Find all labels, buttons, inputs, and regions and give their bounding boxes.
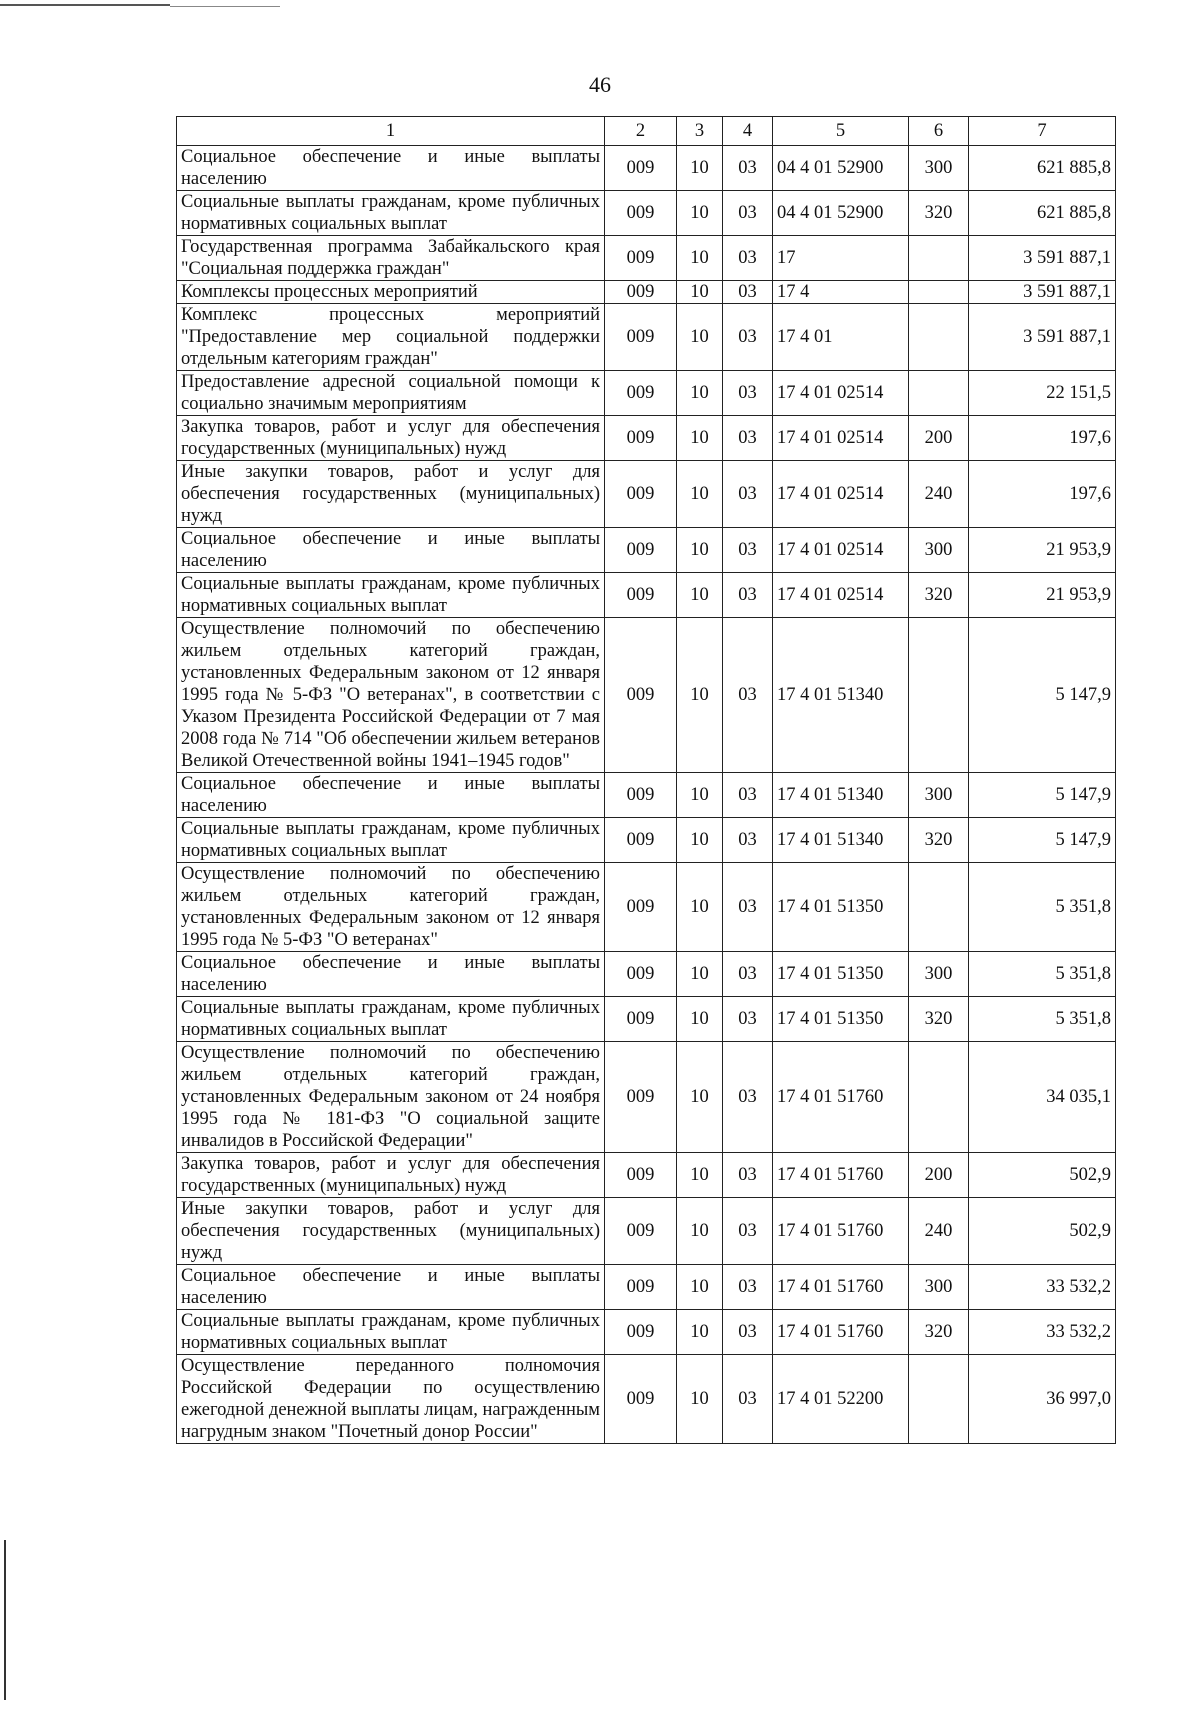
row-expense-type-cell: 240: [909, 461, 969, 528]
row-name-cell: Осуществление полномочий по обеспечению жильем отдельных категорий граждан, установленных Федеральным законом от 12 января 1995 года № 5-ФЗ "О ветеранах", в соответствии с Указом Президента Российской Федерации от 7 мая 2008 года № 714 "Об обеспечении жильем ветеранов Великой Отечественной войны 1941–1945 годов": [177, 618, 605, 773]
row-expense-type-cell: [909, 236, 969, 281]
row-subsection-cell: 03: [723, 461, 773, 528]
budget-table: [176, 116, 1116, 1444]
row-section-cell: 10: [677, 573, 723, 618]
row-target-code-cell: 17 4 01 51340: [773, 773, 909, 818]
col-header-expense-type: 6: [909, 117, 969, 146]
row-subsection-cell: 03: [723, 1265, 773, 1310]
col-header-section: 3: [677, 117, 723, 146]
row-name-cell: Социальное обеспечение и иные выплаты населению: [177, 528, 605, 573]
row-sum-cell: 33 532,2: [969, 1265, 1116, 1310]
table-body: [177, 146, 1116, 1444]
row-target-code-cell: 17 4 01 02514: [773, 371, 909, 416]
row-target-code-cell: 17 4 01 02514: [773, 528, 909, 573]
row-section-cell: 10: [677, 952, 723, 997]
col-header-admin: 2: [605, 117, 677, 146]
row-target-code-cell: 17 4 01 51350: [773, 863, 909, 952]
row-section-cell: 10: [677, 236, 723, 281]
row-name-cell: Государственная программа Забайкальского края "Социальная поддержка граждан": [177, 236, 605, 281]
row-sum-cell: 33 532,2: [969, 1310, 1116, 1355]
table-row: [177, 1153, 1116, 1198]
page-number: 46: [589, 72, 611, 97]
row-section-cell: 10: [677, 304, 723, 371]
row-expense-type-cell: 300: [909, 1265, 969, 1310]
row-admin-cell: 009: [605, 461, 677, 528]
table-row: [177, 1310, 1116, 1355]
row-section-cell: 10: [677, 618, 723, 773]
table-row: [177, 818, 1116, 863]
row-section-cell: 10: [677, 528, 723, 573]
row-expense-type-cell: 300: [909, 146, 969, 191]
row-subsection-cell: 03: [723, 818, 773, 863]
row-admin-cell: 009: [605, 371, 677, 416]
row-subsection-cell: 03: [723, 416, 773, 461]
row-section-cell: 10: [677, 773, 723, 818]
row-subsection-cell: 03: [723, 1153, 773, 1198]
row-subsection-cell: 03: [723, 618, 773, 773]
row-section-cell: 10: [677, 1265, 723, 1310]
row-section-cell: 10: [677, 1198, 723, 1265]
row-admin-cell: 009: [605, 573, 677, 618]
row-target-code-cell: 17 4 01 51340: [773, 818, 909, 863]
row-target-code-cell: 17 4 01 51760: [773, 1042, 909, 1153]
row-name-cell: Закупка товаров, работ и услуг для обеспечения государственных (муниципальных) нужд: [177, 1153, 605, 1198]
row-expense-type-cell: 200: [909, 416, 969, 461]
row-admin-cell: 009: [605, 818, 677, 863]
row-subsection-cell: 03: [723, 773, 773, 818]
row-subsection-cell: 03: [723, 1355, 773, 1444]
row-name-cell: Социальное обеспечение и иные выплаты населению: [177, 1265, 605, 1310]
table-row: [177, 461, 1116, 528]
row-name-cell: Иные закупки товаров, работ и услуг для обеспечения государственных (муниципальных) нужд: [177, 1198, 605, 1265]
row-subsection-cell: 03: [723, 191, 773, 236]
row-sum-cell: 621 885,8: [969, 146, 1116, 191]
table-row: [177, 146, 1116, 191]
table-row: [177, 573, 1116, 618]
row-admin-cell: 009: [605, 1198, 677, 1265]
row-target-code-cell: 04 4 01 52900: [773, 146, 909, 191]
row-expense-type-cell: 320: [909, 191, 969, 236]
row-sum-cell: 5 351,8: [969, 997, 1116, 1042]
row-name-cell: Осуществление полномочий по обеспечению жильем отдельных категорий граждан, установленных Федеральным законом от 24 ноября 1995 года № 181-ФЗ "О социальной защите инвалидов в Российской Федерации": [177, 1042, 605, 1153]
row-section-cell: 10: [677, 371, 723, 416]
row-subsection-cell: 03: [723, 952, 773, 997]
row-name-cell: Закупка товаров, работ и услуг для обеспечения государственных (муниципальных) нужд: [177, 416, 605, 461]
row-target-code-cell: 17 4 01 51760: [773, 1265, 909, 1310]
row-sum-cell: 5 351,8: [969, 863, 1116, 952]
row-section-cell: 10: [677, 818, 723, 863]
row-name-cell: Социальные выплаты гражданам, кроме публичных нормативных социальных выплат: [177, 191, 605, 236]
row-admin-cell: 009: [605, 236, 677, 281]
row-name-cell: Осуществление переданного полномочия Российской Федерации по осуществлению ежегодной денежной выплаты лицам, награжденным нагрудным знаком "Почетный донор России": [177, 1355, 605, 1444]
row-sum-cell: 22 151,5: [969, 371, 1116, 416]
row-target-code-cell: 17 4 01: [773, 304, 909, 371]
table-row: [177, 863, 1116, 952]
row-admin-cell: 009: [605, 281, 677, 304]
table-row: [177, 236, 1116, 281]
row-name-cell: Социальные выплаты гражданам, кроме публичных нормативных социальных выплат: [177, 818, 605, 863]
row-expense-type-cell: [909, 1355, 969, 1444]
row-target-code-cell: 17 4 01 51350: [773, 997, 909, 1042]
row-expense-type-cell: [909, 863, 969, 952]
row-target-code-cell: 17 4 01 52200: [773, 1355, 909, 1444]
table-row: [177, 281, 1116, 304]
row-admin-cell: 009: [605, 146, 677, 191]
row-name-cell: Иные закупки товаров, работ и услуг для обеспечения государственных (муниципальных) нужд: [177, 461, 605, 528]
row-expense-type-cell: [909, 1042, 969, 1153]
row-sum-cell: 502,9: [969, 1198, 1116, 1265]
row-expense-type-cell: 320: [909, 997, 969, 1042]
row-sum-cell: 621 885,8: [969, 191, 1116, 236]
row-expense-type-cell: 320: [909, 573, 969, 618]
row-subsection-cell: 03: [723, 281, 773, 304]
row-admin-cell: 009: [605, 191, 677, 236]
row-subsection-cell: 03: [723, 1310, 773, 1355]
row-sum-cell: 36 997,0: [969, 1355, 1116, 1444]
row-admin-cell: 009: [605, 618, 677, 773]
row-name-cell: Социальные выплаты гражданам, кроме публичных нормативных социальных выплат: [177, 573, 605, 618]
row-admin-cell: 009: [605, 773, 677, 818]
row-name-cell: Предоставление адресной социальной помощи к социально значимым мероприятиям: [177, 371, 605, 416]
table-row: [177, 952, 1116, 997]
row-name-cell: Социальное обеспечение и иные выплаты населению: [177, 952, 605, 997]
row-admin-cell: 009: [605, 952, 677, 997]
col-header-sum: 7: [969, 117, 1116, 146]
row-subsection-cell: 03: [723, 236, 773, 281]
row-sum-cell: 34 035,1: [969, 1042, 1116, 1153]
row-subsection-cell: 03: [723, 863, 773, 952]
row-target-code-cell: 17 4 01 51760: [773, 1153, 909, 1198]
table-row: [177, 997, 1116, 1042]
row-sum-cell: 5 147,9: [969, 818, 1116, 863]
table-row: [177, 1265, 1116, 1310]
row-expense-type-cell: 320: [909, 1310, 969, 1355]
row-target-code-cell: 17 4 01 51340: [773, 618, 909, 773]
row-target-code-cell: 17 4 01 51760: [773, 1198, 909, 1265]
row-admin-cell: 009: [605, 416, 677, 461]
scan-artifact-line: [4, 1540, 6, 1700]
table-row: [177, 1355, 1116, 1444]
row-sum-cell: 3 591 887,1: [969, 281, 1116, 304]
row-section-cell: 10: [677, 863, 723, 952]
row-sum-cell: 3 591 887,1: [969, 236, 1116, 281]
row-admin-cell: 009: [605, 528, 677, 573]
row-target-code-cell: 17 4 01 02514: [773, 461, 909, 528]
row-sum-cell: 197,6: [969, 416, 1116, 461]
row-section-cell: 10: [677, 191, 723, 236]
row-admin-cell: 009: [605, 863, 677, 952]
row-expense-type-cell: 300: [909, 773, 969, 818]
table-row: [177, 416, 1116, 461]
row-admin-cell: 009: [605, 1310, 677, 1355]
row-name-cell: Социальное обеспечение и иные выплаты населению: [177, 146, 605, 191]
row-target-code-cell: 17 4 01 02514: [773, 416, 909, 461]
row-subsection-cell: 03: [723, 371, 773, 416]
row-name-cell: Социальное обеспечение и иные выплаты населению: [177, 773, 605, 818]
row-target-code-cell: 04 4 01 52900: [773, 191, 909, 236]
row-subsection-cell: 03: [723, 146, 773, 191]
row-name-cell: Комплекс процессных мероприятий "Предоставление мер социальной поддержки отдельным категориям граждан": [177, 304, 605, 371]
row-section-cell: 10: [677, 281, 723, 304]
row-target-code-cell: 17 4 01 51760: [773, 1310, 909, 1355]
col-header-name: 1: [177, 117, 605, 146]
row-subsection-cell: 03: [723, 1042, 773, 1153]
row-expense-type-cell: 320: [909, 818, 969, 863]
row-name-cell: Социальные выплаты гражданам, кроме публичных нормативных социальных выплат: [177, 997, 605, 1042]
row-name-cell: Социальные выплаты гражданам, кроме публичных нормативных социальных выплат: [177, 1310, 605, 1355]
row-target-code-cell: 17 4 01 51350: [773, 952, 909, 997]
row-sum-cell: 21 953,9: [969, 573, 1116, 618]
row-admin-cell: 009: [605, 1265, 677, 1310]
row-sum-cell: 502,9: [969, 1153, 1116, 1198]
row-section-cell: 10: [677, 1355, 723, 1444]
table-row: [177, 304, 1116, 371]
table-row: [177, 371, 1116, 416]
row-expense-type-cell: 300: [909, 528, 969, 573]
table-row: [177, 1198, 1116, 1265]
row-subsection-cell: 03: [723, 1198, 773, 1265]
col-header-target-code: 5: [773, 117, 909, 146]
row-section-cell: 10: [677, 1042, 723, 1153]
row-sum-cell: 3 591 887,1: [969, 304, 1116, 371]
row-admin-cell: 009: [605, 1153, 677, 1198]
row-section-cell: 10: [677, 461, 723, 528]
table-row: [177, 618, 1116, 773]
row-expense-type-cell: [909, 371, 969, 416]
row-section-cell: 10: [677, 1310, 723, 1355]
row-subsection-cell: 03: [723, 528, 773, 573]
table-row: [177, 1042, 1116, 1153]
row-admin-cell: 009: [605, 1042, 677, 1153]
scan-artifact-line: [170, 6, 280, 7]
row-expense-type-cell: [909, 281, 969, 304]
scan-artifact-line: [0, 4, 170, 6]
row-admin-cell: 009: [605, 1355, 677, 1444]
row-subsection-cell: 03: [723, 304, 773, 371]
row-sum-cell: 5 351,8: [969, 952, 1116, 997]
row-expense-type-cell: 240: [909, 1198, 969, 1265]
row-section-cell: 10: [677, 416, 723, 461]
header-row: [177, 117, 1116, 146]
row-expense-type-cell: 300: [909, 952, 969, 997]
row-section-cell: 10: [677, 1153, 723, 1198]
row-sum-cell: 197,6: [969, 461, 1116, 528]
row-expense-type-cell: [909, 304, 969, 371]
row-name-cell: Комплексы процессных мероприятий: [177, 281, 605, 304]
row-section-cell: 10: [677, 997, 723, 1042]
table-row: [177, 773, 1116, 818]
row-target-code-cell: 17 4: [773, 281, 909, 304]
row-expense-type-cell: [909, 618, 969, 773]
row-subsection-cell: 03: [723, 573, 773, 618]
col-header-subsection: 4: [723, 117, 773, 146]
row-admin-cell: 009: [605, 304, 677, 371]
row-admin-cell: 009: [605, 997, 677, 1042]
row-target-code-cell: 17 4 01 02514: [773, 573, 909, 618]
table-row: [177, 528, 1116, 573]
row-expense-type-cell: 200: [909, 1153, 969, 1198]
row-sum-cell: 5 147,9: [969, 618, 1116, 773]
table-row: [177, 191, 1116, 236]
row-section-cell: 10: [677, 146, 723, 191]
row-target-code-cell: 17: [773, 236, 909, 281]
row-subsection-cell: 03: [723, 997, 773, 1042]
row-sum-cell: 5 147,9: [969, 773, 1116, 818]
row-name-cell: Осуществление полномочий по обеспечению жильем отдельных категорий граждан, установленных Федеральным законом от 12 января 1995 года № 5-ФЗ "О ветеранах": [177, 863, 605, 952]
row-sum-cell: 21 953,9: [969, 528, 1116, 573]
